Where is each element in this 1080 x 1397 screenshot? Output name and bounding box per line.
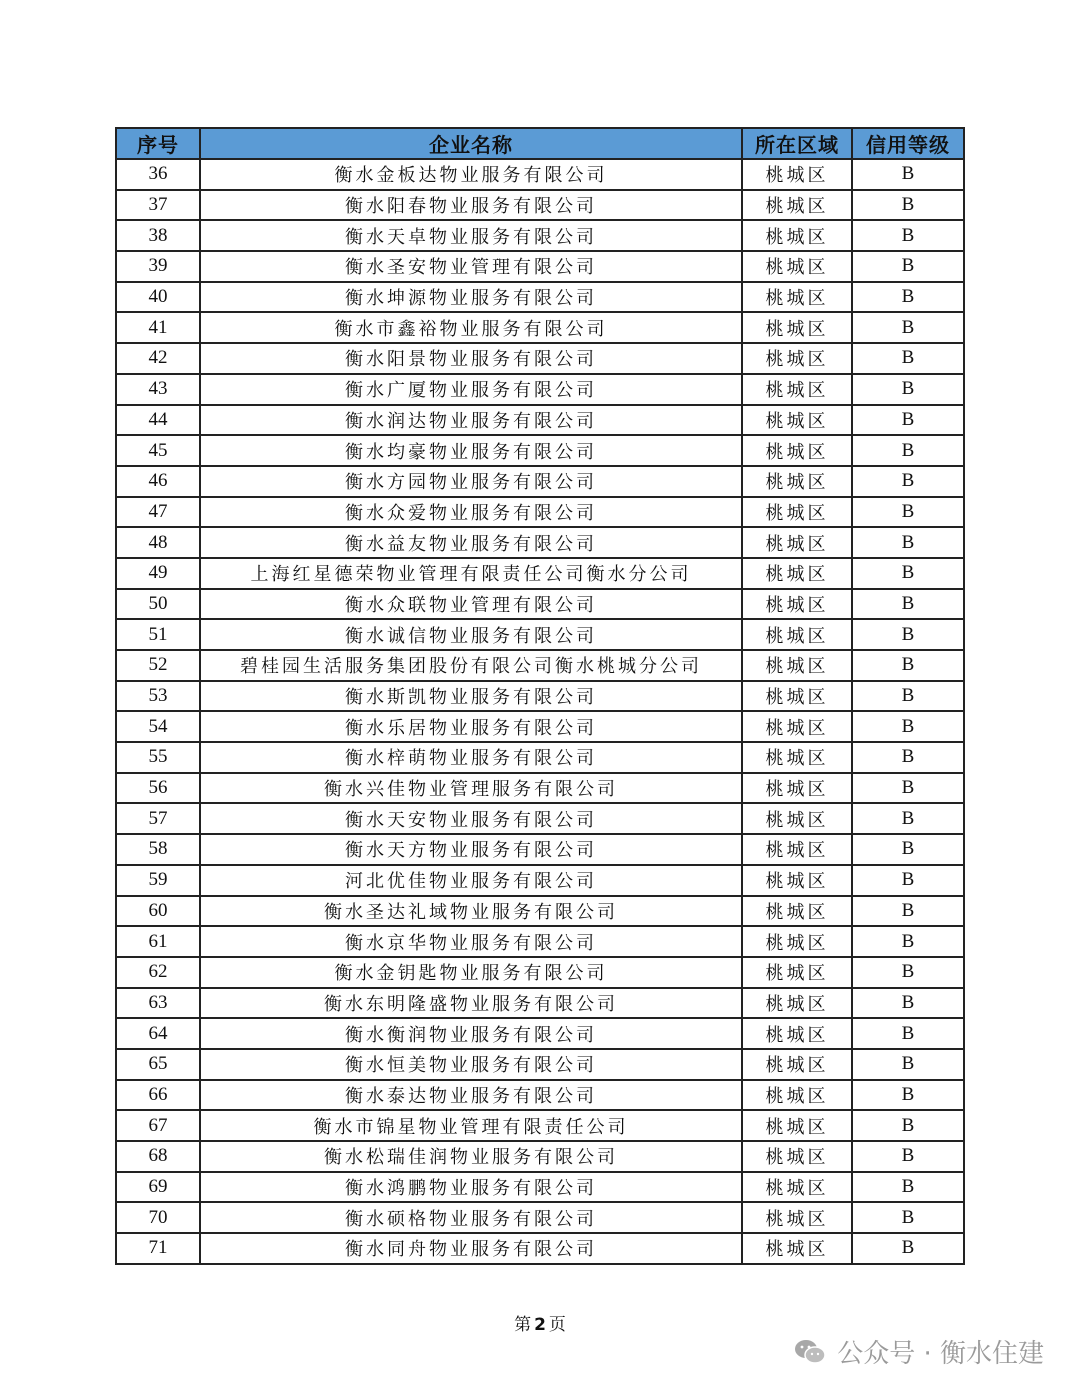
- table-row: [116, 1049, 964, 1080]
- company-name-cell: 衡水同舟物业服务有限公司: [200, 1233, 742, 1264]
- company-name-cell: 衡水诚信物业服务有限公司: [200, 619, 742, 650]
- table-row: [116, 497, 964, 528]
- table-row: [116, 742, 964, 773]
- table-row: [116, 896, 964, 927]
- company-name-cell: 衡水阳景物业服务有限公司: [200, 343, 742, 374]
- company-name-cell: 衡水金板达物业服务有限公司: [200, 159, 742, 190]
- district-cell: 桃城区: [742, 497, 852, 528]
- table-row: [116, 190, 964, 221]
- header-index: 序号: [116, 128, 200, 159]
- row-index-cell: 46: [116, 466, 200, 497]
- company-name-cell: 衡水乐居物业服务有限公司: [200, 711, 742, 742]
- district-cell: 桃城区: [742, 1172, 852, 1203]
- credit-grade-cell: B: [852, 1233, 964, 1264]
- company-name-cell: 衡水市鑫裕物业服务有限公司: [200, 312, 742, 343]
- table-row: [116, 957, 964, 988]
- credit-grade-cell: B: [852, 988, 964, 1019]
- credit-grade-cell: B: [852, 190, 964, 221]
- row-index-cell: 41: [116, 312, 200, 343]
- table-row: [116, 282, 964, 313]
- company-name-cell: 衡水斯凯物业服务有限公司: [200, 681, 742, 712]
- credit-grade-cell: B: [852, 466, 964, 497]
- table-row: [116, 619, 964, 650]
- company-name-cell: 衡水众爱物业服务有限公司: [200, 497, 742, 528]
- company-name-cell: 衡水市锦星物业管理有限责任公司: [200, 1110, 742, 1141]
- credit-grade-cell: B: [852, 1172, 964, 1203]
- table-row: [116, 926, 964, 957]
- district-cell: 桃城区: [742, 1018, 852, 1049]
- table-header-row: [116, 128, 964, 159]
- credit-grade-cell: B: [852, 865, 964, 896]
- company-name-cell: 衡水益友物业服务有限公司: [200, 527, 742, 558]
- credit-grade-cell: B: [852, 834, 964, 865]
- credit-grade-cell: B: [852, 1049, 964, 1080]
- table-row: [116, 1018, 964, 1049]
- row-index-cell: 42: [116, 343, 200, 374]
- company-name-cell: 衡水鸿鹏物业服务有限公司: [200, 1172, 742, 1203]
- district-cell: 桃城区: [742, 681, 852, 712]
- row-index-cell: 54: [116, 711, 200, 742]
- credit-grade-cell: B: [852, 497, 964, 528]
- credit-grade-cell: B: [852, 558, 964, 589]
- footer-suffix: 页: [548, 1315, 566, 1335]
- header-credit-grade: 信用等级: [852, 128, 964, 159]
- table-row: [116, 1080, 964, 1111]
- watermark: [793, 1333, 1044, 1370]
- district-cell: 桃城区: [742, 619, 852, 650]
- district-cell: 桃城区: [742, 435, 852, 466]
- district-cell: 桃城区: [742, 190, 852, 221]
- credit-grade-cell: B: [852, 435, 964, 466]
- row-index-cell: 63: [116, 988, 200, 1019]
- credit-grade-cell: B: [852, 251, 964, 282]
- table-row: [116, 159, 964, 190]
- credit-rating-table: [115, 127, 965, 1265]
- row-index-cell: 66: [116, 1080, 200, 1111]
- district-cell: 桃城区: [742, 405, 852, 436]
- table-body: [116, 159, 964, 1264]
- credit-grade-cell: B: [852, 1110, 964, 1141]
- row-index-cell: 37: [116, 190, 200, 221]
- row-index-cell: 70: [116, 1202, 200, 1233]
- credit-grade-cell: B: [852, 1141, 964, 1172]
- credit-grade-cell: B: [852, 773, 964, 804]
- table-row: [116, 803, 964, 834]
- credit-grade-cell: B: [852, 926, 964, 957]
- credit-grade-cell: B: [852, 374, 964, 405]
- company-name-cell: 衡水金钥匙物业服务有限公司: [200, 957, 742, 988]
- district-cell: 桃城区: [742, 343, 852, 374]
- credit-grade-cell: B: [852, 527, 964, 558]
- district-cell: 桃城区: [742, 896, 852, 927]
- table-row: [116, 1202, 964, 1233]
- district-cell: 桃城区: [742, 159, 852, 190]
- credit-grade-cell: B: [852, 650, 964, 681]
- company-name-cell: 衡水兴佳物业管理服务有限公司: [200, 773, 742, 804]
- district-cell: 桃城区: [742, 773, 852, 804]
- table-row: [116, 834, 964, 865]
- row-index-cell: 61: [116, 926, 200, 957]
- row-index-cell: 71: [116, 1233, 200, 1264]
- credit-grade-cell: B: [852, 803, 964, 834]
- row-index-cell: 59: [116, 865, 200, 896]
- page-number: 2: [534, 1315, 546, 1335]
- company-name-cell: 衡水松瑞佳润物业服务有限公司: [200, 1141, 742, 1172]
- credit-grade-cell: B: [852, 742, 964, 773]
- row-index-cell: 43: [116, 374, 200, 405]
- row-index-cell: 56: [116, 773, 200, 804]
- company-name-cell: 衡水泰达物业服务有限公司: [200, 1080, 742, 1111]
- table-row: [116, 1233, 964, 1264]
- company-name-cell: 衡水广厦物业服务有限公司: [200, 374, 742, 405]
- table-row: [116, 988, 964, 1019]
- table-row: [116, 1110, 964, 1141]
- row-index-cell: 50: [116, 589, 200, 620]
- credit-grade-cell: B: [852, 220, 964, 251]
- table-row: [116, 374, 964, 405]
- table-row: [116, 251, 964, 282]
- district-cell: 桃城区: [742, 374, 852, 405]
- district-cell: 桃城区: [742, 1110, 852, 1141]
- table-row: [116, 773, 964, 804]
- company-name-cell: 衡水东明隆盛物业服务有限公司: [200, 988, 742, 1019]
- district-cell: 桃城区: [742, 527, 852, 558]
- district-cell: 桃城区: [742, 1141, 852, 1172]
- company-name-cell: 衡水天安物业服务有限公司: [200, 803, 742, 834]
- table-row: [116, 343, 964, 374]
- company-name-cell: 衡水天方物业服务有限公司: [200, 834, 742, 865]
- credit-grade-cell: B: [852, 282, 964, 313]
- credit-grade-cell: B: [852, 1202, 964, 1233]
- row-index-cell: 69: [116, 1172, 200, 1203]
- company-name-cell: 衡水衡润物业服务有限公司: [200, 1018, 742, 1049]
- company-name-cell: 衡水圣达礼域物业服务有限公司: [200, 896, 742, 927]
- credit-grade-cell: B: [852, 1018, 964, 1049]
- district-cell: 桃城区: [742, 1080, 852, 1111]
- table-row: [116, 681, 964, 712]
- table-row: [116, 435, 964, 466]
- row-index-cell: 49: [116, 558, 200, 589]
- table-row: [116, 1172, 964, 1203]
- table-row: [116, 711, 964, 742]
- header-company-name: 企业名称: [200, 128, 742, 159]
- table-row: [116, 466, 964, 497]
- district-cell: 桃城区: [742, 926, 852, 957]
- wechat-icon: [793, 1335, 827, 1369]
- district-cell: 桃城区: [742, 834, 852, 865]
- row-index-cell: 45: [116, 435, 200, 466]
- row-index-cell: 62: [116, 957, 200, 988]
- table-row: [116, 220, 964, 251]
- credit-grade-cell: B: [852, 711, 964, 742]
- row-index-cell: 64: [116, 1018, 200, 1049]
- table-row: [116, 589, 964, 620]
- row-index-cell: 36: [116, 159, 200, 190]
- table-row: [116, 312, 964, 343]
- district-cell: 桃城区: [742, 1202, 852, 1233]
- credit-grade-cell: B: [852, 619, 964, 650]
- credit-grade-cell: B: [852, 343, 964, 374]
- credit-grade-cell: B: [852, 957, 964, 988]
- watermark-text: 公众号 · 衡水住建: [837, 1339, 1044, 1369]
- row-index-cell: 67: [116, 1110, 200, 1141]
- row-index-cell: 58: [116, 834, 200, 865]
- credit-grade-cell: B: [852, 896, 964, 927]
- row-index-cell: 40: [116, 282, 200, 313]
- row-index-cell: 38: [116, 220, 200, 251]
- district-cell: 桃城区: [742, 558, 852, 589]
- company-name-cell: 衡水方园物业服务有限公司: [200, 466, 742, 497]
- row-index-cell: 48: [116, 527, 200, 558]
- company-name-cell: 衡水润达物业服务有限公司: [200, 405, 742, 436]
- table-row: [116, 865, 964, 896]
- district-cell: 桃城区: [742, 251, 852, 282]
- row-index-cell: 52: [116, 650, 200, 681]
- district-cell: 桃城区: [742, 220, 852, 251]
- table-row: [116, 558, 964, 589]
- credit-table-container: [115, 127, 963, 1265]
- row-index-cell: 53: [116, 681, 200, 712]
- table-row: [116, 405, 964, 436]
- credit-grade-cell: B: [852, 312, 964, 343]
- row-index-cell: 57: [116, 803, 200, 834]
- credit-grade-cell: B: [852, 405, 964, 436]
- company-name-cell: 衡水天卓物业服务有限公司: [200, 220, 742, 251]
- district-cell: 桃城区: [742, 957, 852, 988]
- district-cell: 桃城区: [742, 742, 852, 773]
- table-row: [116, 527, 964, 558]
- company-name-cell: 上海红星德荣物业管理有限责任公司衡水分公司: [200, 558, 742, 589]
- company-name-cell: 衡水阳春物业服务有限公司: [200, 190, 742, 221]
- company-name-cell: 衡水京华物业服务有限公司: [200, 926, 742, 957]
- row-index-cell: 68: [116, 1141, 200, 1172]
- row-index-cell: 39: [116, 251, 200, 282]
- district-cell: 桃城区: [742, 282, 852, 313]
- company-name-cell: 衡水恒美物业服务有限公司: [200, 1049, 742, 1080]
- district-cell: 桃城区: [742, 711, 852, 742]
- row-index-cell: 55: [116, 742, 200, 773]
- header-district: 所在区域: [742, 128, 852, 159]
- page-footer: [0, 1310, 1080, 1335]
- credit-grade-cell: B: [852, 159, 964, 190]
- company-name-cell: 河北优佳物业服务有限公司: [200, 865, 742, 896]
- credit-grade-cell: B: [852, 1080, 964, 1111]
- district-cell: 桃城区: [742, 1049, 852, 1080]
- row-index-cell: 51: [116, 619, 200, 650]
- company-name-cell: 衡水梓萌物业服务有限公司: [200, 742, 742, 773]
- company-name-cell: 衡水圣安物业管理有限公司: [200, 251, 742, 282]
- company-name-cell: 衡水坤源物业服务有限公司: [200, 282, 742, 313]
- district-cell: 桃城区: [742, 466, 852, 497]
- company-name-cell: 衡水众联物业管理有限公司: [200, 589, 742, 620]
- district-cell: 桃城区: [742, 312, 852, 343]
- row-index-cell: 60: [116, 896, 200, 927]
- district-cell: 桃城区: [742, 803, 852, 834]
- district-cell: 桃城区: [742, 988, 852, 1019]
- district-cell: 桃城区: [742, 589, 852, 620]
- row-index-cell: 65: [116, 1049, 200, 1080]
- company-name-cell: 衡水均豪物业服务有限公司: [200, 435, 742, 466]
- district-cell: 桃城区: [742, 865, 852, 896]
- footer-prefix: 第: [514, 1315, 532, 1335]
- credit-grade-cell: B: [852, 681, 964, 712]
- row-index-cell: 47: [116, 497, 200, 528]
- district-cell: 桃城区: [742, 1233, 852, 1264]
- row-index-cell: 44: [116, 405, 200, 436]
- table-row: [116, 1141, 964, 1172]
- company-name-cell: 衡水硕格物业服务有限公司: [200, 1202, 742, 1233]
- credit-grade-cell: B: [852, 589, 964, 620]
- table-row: [116, 650, 964, 681]
- company-name-cell: 碧桂园生活服务集团股份有限公司衡水桃城分公司: [200, 650, 742, 681]
- district-cell: 桃城区: [742, 650, 852, 681]
